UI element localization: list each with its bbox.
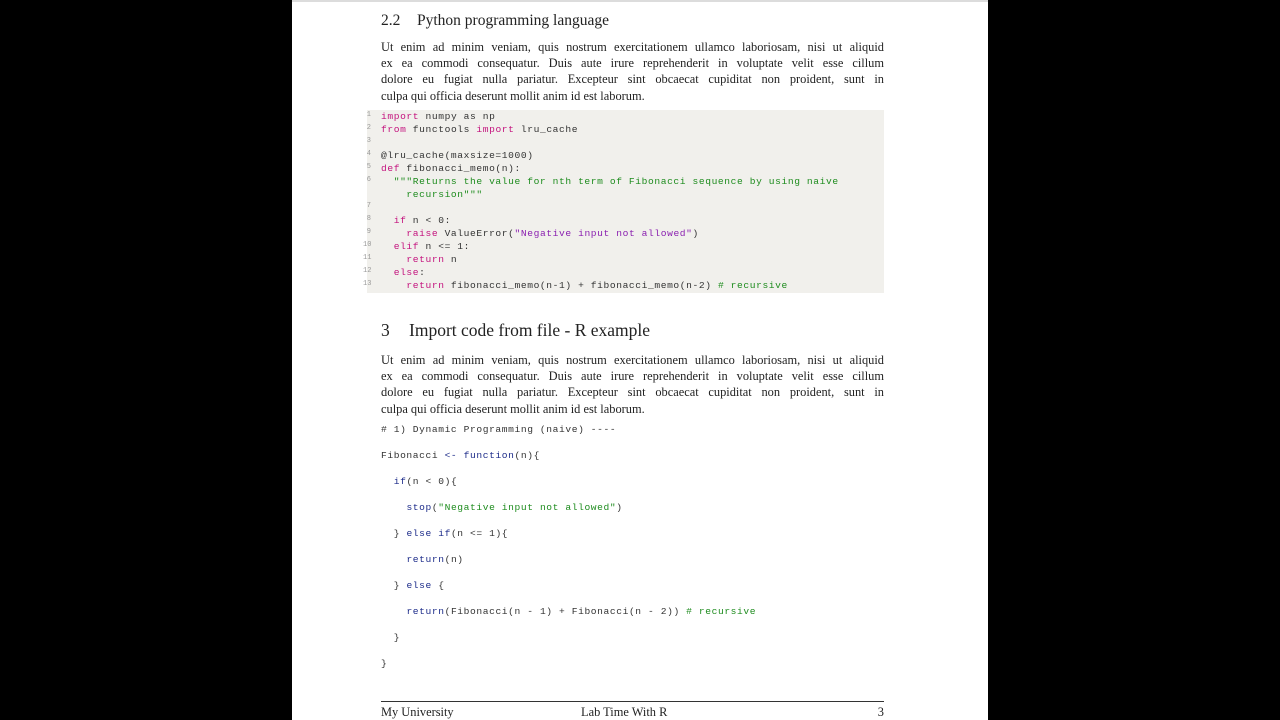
paragraph-line: Ut enim ad minim veniam, quis nostrum exercitationem ullamco laboriosam, nisi ut aliquid [381, 40, 884, 54]
line-number: 8 [366, 215, 371, 223]
code-line: Fibonacci <- function(n){ [381, 450, 540, 461]
code-line: } else { [381, 580, 445, 591]
paragraph-line: ex ea commodi consequatur. Duis aute irure reprehenderit in voluptate velit esse cillum [381, 369, 884, 384]
section-number: 3 [381, 320, 390, 340]
line-number: 4 [366, 150, 371, 158]
footer-center: Lab Time With R [581, 705, 668, 719]
line-number: 2 [366, 124, 371, 132]
paragraph-line: dolore eu fugiat nulla pariatur. Excepteur sint obcaecat cupiditat non proident, sunt in [381, 72, 884, 87]
line-number: 11 [363, 254, 372, 262]
footer-page-number: 3 [877, 705, 884, 719]
line-number: 6 [366, 176, 371, 184]
footer-left: My University [381, 705, 454, 719]
section-3-paragraph [381, 352, 884, 417]
page-top-edge [292, 0, 988, 2]
code-line: } [381, 632, 401, 643]
document-page [292, 0, 988, 720]
line-number: 13 [363, 280, 372, 288]
section-2-2-paragraph [381, 39, 884, 104]
line-number: 1 [366, 111, 371, 119]
code-line: return(Fibonacci(n - 1) + Fibonacci(n - 2)) # recursive [406, 606, 757, 617]
footer-rule [381, 701, 884, 702]
code-line: return(n) [406, 554, 464, 565]
paragraph-line: ex ea commodi consequatur. Duis aute irure reprehenderit in voluptate velit esse cillum [381, 56, 884, 71]
line-number: 10 [363, 241, 372, 249]
section-heading-3 [381, 320, 650, 341]
paragraph-line: Ut enim ad minim veniam, quis nostrum exercitationem ullamco laboriosam, nisi ut aliquid [381, 353, 884, 367]
python-code-listing: 1 import numpy as np 2 from functools import lru_cache 3 4 @lru_cache(maxsize=1000) 5 def fibonacci_memo(n): 6 """Returns the value for nth term of Fibonacci sequence by using naive recursion""" 7 8 if n < 0: 9 raise ValueError("Negative input not allowed") 10 elif n <= 1: 11 return n 12 else: 13 return fibonacci_memo(n-1) + fibonacci_memo(n-2) # recursive [367, 110, 884, 293]
section-number: 2.2 [381, 12, 401, 29]
line-number: 9 [366, 228, 371, 236]
section-heading-2-2 [381, 12, 609, 30]
line-number: 12 [363, 267, 372, 275]
section-title: Python programming language [417, 12, 609, 29]
code-line: } [381, 658, 388, 669]
paragraph-line: culpa qui officia deserunt mollit anim id est laborum. [381, 401, 645, 416]
code-line: stop("Negative input not allowed") [406, 502, 623, 513]
code-line: } else if(n <= 1){ [381, 528, 509, 539]
paragraph-line: dolore eu fugiat nulla pariatur. Excepteur sint obcaecat cupiditat non proident, sunt in [381, 385, 884, 400]
code-line: # 1) Dynamic Programming (naive) ---- [381, 424, 617, 435]
paragraph-line: culpa qui officia deserunt mollit anim id est laborum. [381, 88, 645, 103]
code-line: if(n < 0){ [393, 476, 458, 487]
line-number: 5 [366, 163, 371, 171]
line-number: 3 [366, 137, 371, 145]
line-number: 7 [366, 202, 371, 210]
section-title: Import code from file - R example [409, 320, 651, 340]
